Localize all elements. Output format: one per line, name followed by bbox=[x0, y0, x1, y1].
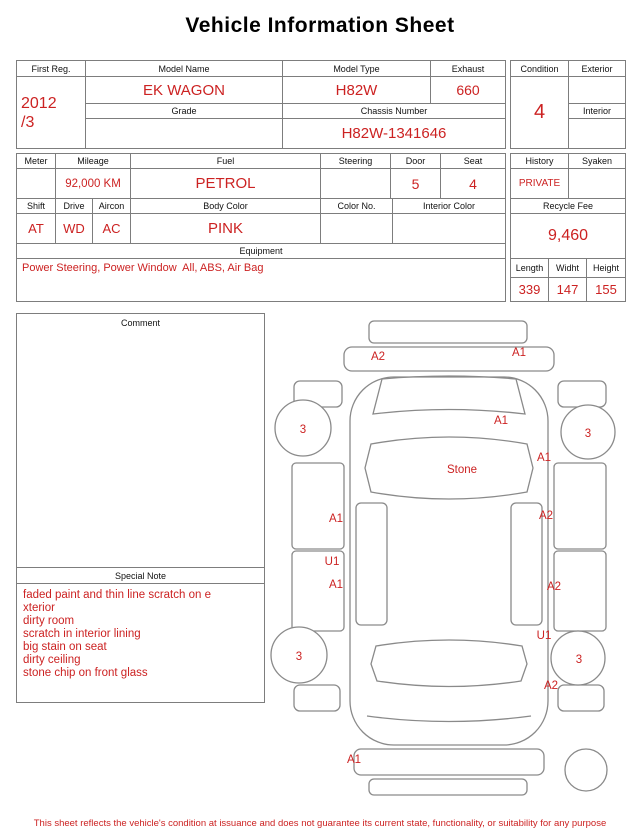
damage-mark: Stone bbox=[446, 464, 478, 476]
damage-mark: A1 bbox=[511, 347, 527, 359]
model-name-label: Model Name bbox=[86, 61, 283, 77]
chassis-number-label: Chassis Number bbox=[283, 104, 506, 119]
interior-label: Interior bbox=[569, 104, 626, 119]
right-front-door bbox=[554, 463, 606, 549]
interior-color-value bbox=[393, 214, 506, 244]
length-label: Length bbox=[511, 259, 549, 278]
height-value: 155 bbox=[587, 278, 626, 302]
body-color-label: Body Color bbox=[131, 199, 321, 214]
front-bumper-top-bar bbox=[369, 321, 527, 343]
color-no-label: Color No. bbox=[321, 199, 393, 214]
damage-mark: U1 bbox=[536, 630, 552, 642]
width-label: Widht bbox=[549, 259, 587, 278]
special-note-line: stone chip on front glass bbox=[23, 667, 148, 679]
first-reg-year: 2012 bbox=[21, 94, 57, 112]
left-rear-quarter bbox=[294, 685, 340, 711]
comment-box bbox=[16, 313, 265, 703]
length-value: 339 bbox=[511, 278, 549, 302]
special-note-line: scratch in interior lining bbox=[23, 628, 141, 640]
model-type-label: Model Type bbox=[283, 61, 431, 77]
grade-value bbox=[86, 119, 283, 149]
fuel-label: Fuel bbox=[131, 154, 321, 169]
shift-value: AT bbox=[17, 214, 56, 244]
chassis-number-value: H82W-1341646 bbox=[283, 119, 506, 149]
right-front-fender bbox=[558, 381, 606, 407]
damage-mark: A2 bbox=[543, 680, 559, 692]
aircon-value: AC bbox=[93, 214, 131, 244]
exhaust-label: Exhaust bbox=[431, 61, 506, 77]
special-note-line: dirty room bbox=[23, 615, 75, 627]
exhaust-value: 660 bbox=[431, 77, 506, 104]
specs-table bbox=[16, 153, 505, 302]
special-note-line: xterior bbox=[23, 602, 55, 614]
spare-tire bbox=[565, 749, 607, 791]
condition-label: Condition bbox=[511, 61, 569, 77]
color-no-value bbox=[321, 214, 393, 244]
rear-bumper-bar bbox=[354, 749, 544, 775]
left-front-door bbox=[292, 463, 344, 549]
seat-label: Seat bbox=[441, 154, 506, 169]
car-body bbox=[350, 377, 548, 745]
damage-mark: A1 bbox=[328, 513, 344, 525]
damage-mark: A1 bbox=[493, 415, 509, 427]
damage-mark: A1 bbox=[536, 452, 552, 464]
meter-label: Meter bbox=[17, 154, 56, 169]
first-reg-label: First Reg. bbox=[17, 61, 86, 77]
interior-color-label: Interior Color bbox=[393, 199, 506, 214]
fuel-value: PETROL bbox=[131, 169, 321, 199]
first-reg-value bbox=[17, 77, 86, 149]
history-label: History bbox=[511, 154, 569, 169]
rear-bumper-lower-bar bbox=[369, 779, 527, 795]
damage-mark: 3 bbox=[575, 654, 583, 666]
height-label: Height bbox=[587, 259, 626, 278]
seat-value: 4 bbox=[441, 169, 506, 199]
aircon-label: Aircon bbox=[93, 199, 131, 214]
special-note-text bbox=[17, 584, 264, 685]
exterior-label: Exterior bbox=[569, 61, 626, 77]
right-rear-quarter bbox=[558, 685, 604, 711]
drive-value: WD bbox=[56, 214, 93, 244]
comment-label: Comment bbox=[120, 318, 160, 328]
hood bbox=[373, 376, 525, 414]
special-note-label: Special Note bbox=[17, 567, 264, 584]
steering-label: Steering bbox=[321, 154, 391, 169]
registration-table bbox=[16, 60, 505, 149]
special-note-line: big stain on seat bbox=[23, 641, 107, 653]
damage-mark: A1 bbox=[328, 579, 344, 591]
disclaimer-text: This sheet reflects the vehicle's condition at issuance and does not guarantee its current state, functionality, or suitability for any purpose bbox=[33, 818, 607, 829]
exterior-value bbox=[569, 77, 626, 104]
damage-mark: A2 bbox=[538, 510, 554, 522]
width-value: 147 bbox=[549, 278, 587, 302]
special-note-line: faded paint and thin line scratch on e bbox=[23, 589, 211, 601]
steering-value bbox=[321, 169, 391, 199]
damage-mark: 3 bbox=[299, 424, 307, 436]
damage-mark: A2 bbox=[546, 581, 562, 593]
condition-value: 4 bbox=[511, 77, 569, 149]
comment-value bbox=[17, 332, 264, 567]
interior-value bbox=[569, 119, 626, 149]
syaken-label: Syaken bbox=[569, 154, 626, 169]
left-sill bbox=[356, 503, 387, 625]
recycle-fee-label: Recycle Fee bbox=[511, 199, 626, 214]
body-color-value: PINK bbox=[131, 214, 321, 244]
page-title: Vehicle Information Sheet bbox=[185, 14, 455, 37]
damage-mark: U1 bbox=[324, 556, 340, 568]
damage-mark: 3 bbox=[584, 428, 592, 440]
grade-label: Grade bbox=[86, 104, 283, 119]
shift-label: Shift bbox=[17, 199, 56, 214]
damage-mark: A1 bbox=[346, 754, 362, 766]
history-fee-table bbox=[510, 153, 625, 302]
drive-label: Drive bbox=[56, 199, 93, 214]
first-reg-month: /3 bbox=[21, 113, 35, 131]
door-value: 5 bbox=[391, 169, 441, 199]
damage-mark: A2 bbox=[370, 351, 386, 363]
car-outline bbox=[271, 321, 615, 795]
right-rear-door bbox=[554, 551, 606, 631]
history-value: PRIVATE bbox=[511, 169, 569, 199]
model-type-value: H82W bbox=[283, 77, 431, 104]
damage-mark: 3 bbox=[295, 651, 303, 663]
mileage-value: 92,000 KM bbox=[56, 169, 131, 199]
equipment-value: Power Steering, Power Window All, ABS, Air Bag bbox=[17, 259, 506, 302]
car-damage-diagram bbox=[270, 313, 635, 808]
trunk-line bbox=[367, 716, 531, 722]
model-name-value: EK WAGON bbox=[86, 77, 283, 104]
meter-value bbox=[17, 169, 56, 199]
recycle-fee-value: 9,460 bbox=[511, 214, 626, 259]
mileage-label: Mileage bbox=[56, 154, 131, 169]
condition-table bbox=[510, 60, 625, 149]
special-note-line: dirty ceiling bbox=[23, 654, 81, 666]
rear-window bbox=[371, 640, 527, 687]
door-label: Door bbox=[391, 154, 441, 169]
equipment-label: Equipment bbox=[17, 244, 506, 259]
syaken-value bbox=[569, 169, 626, 199]
right-sill bbox=[511, 503, 542, 625]
